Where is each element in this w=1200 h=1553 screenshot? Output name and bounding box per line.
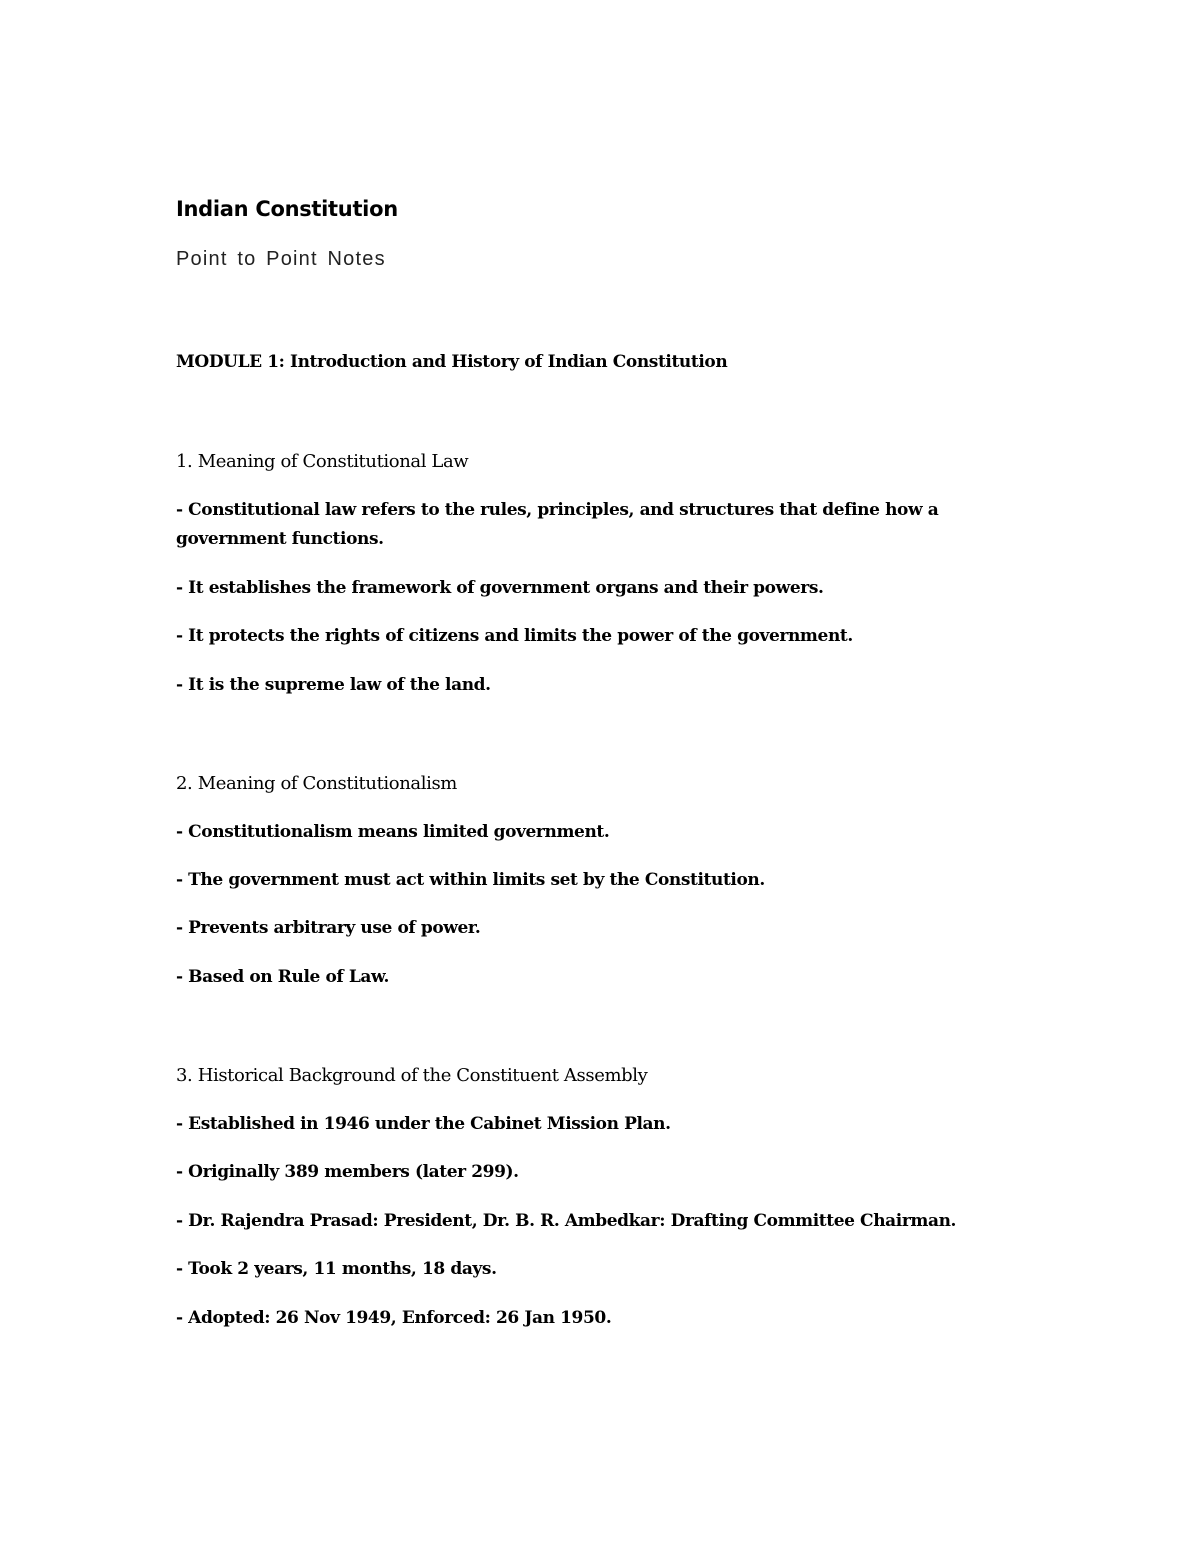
bullet-point: - Established in 1946 under the Cabinet Mission Plan. [176,1114,671,1134]
bullet-point: - It is the supreme law of the land. [176,675,491,695]
bullet-point: - Prevents arbitrary use of power. [176,918,481,938]
bullet-point: - Constitutional law refers to the rules, principles, and structures that define how a [176,500,939,520]
module-heading: MODULE 1: Introduction and History of Indian Constitution [176,352,728,372]
document-subtitle: Point to Point Notes [176,248,386,270]
bullet-point: - The government must act within limits set by the Constitution. [176,870,765,890]
bullet-point: - Constitutionalism means limited government. [176,822,610,842]
bullet-point: - It establishes the framework of government organs and their powers. [176,578,824,598]
bullet-point: - Took 2 years, 11 months, 18 days. [176,1259,497,1279]
section-heading: 2. Meaning of Constitutionalism [176,773,457,794]
bullet-point: - Based on Rule of Law. [176,967,390,987]
document-title: Indian Constitution [176,197,398,221]
section-heading: 3. Historical Background of the Constituent Assembly [176,1065,648,1086]
bullet-point: - Dr. Rajendra Prasad: President, Dr. B. R. Ambedkar: Drafting Committee Chairman. [176,1211,957,1231]
section-heading: 1. Meaning of Constitutional Law [176,451,469,472]
bullet-point-continuation: government functions. [176,529,384,549]
bullet-point: - It protects the rights of citizens and limits the power of the government. [176,626,853,646]
bullet-point: - Adopted: 26 Nov 1949, Enforced: 26 Jan 1950. [176,1308,612,1328]
bullet-point: - Originally 389 members (later 299). [176,1162,519,1182]
